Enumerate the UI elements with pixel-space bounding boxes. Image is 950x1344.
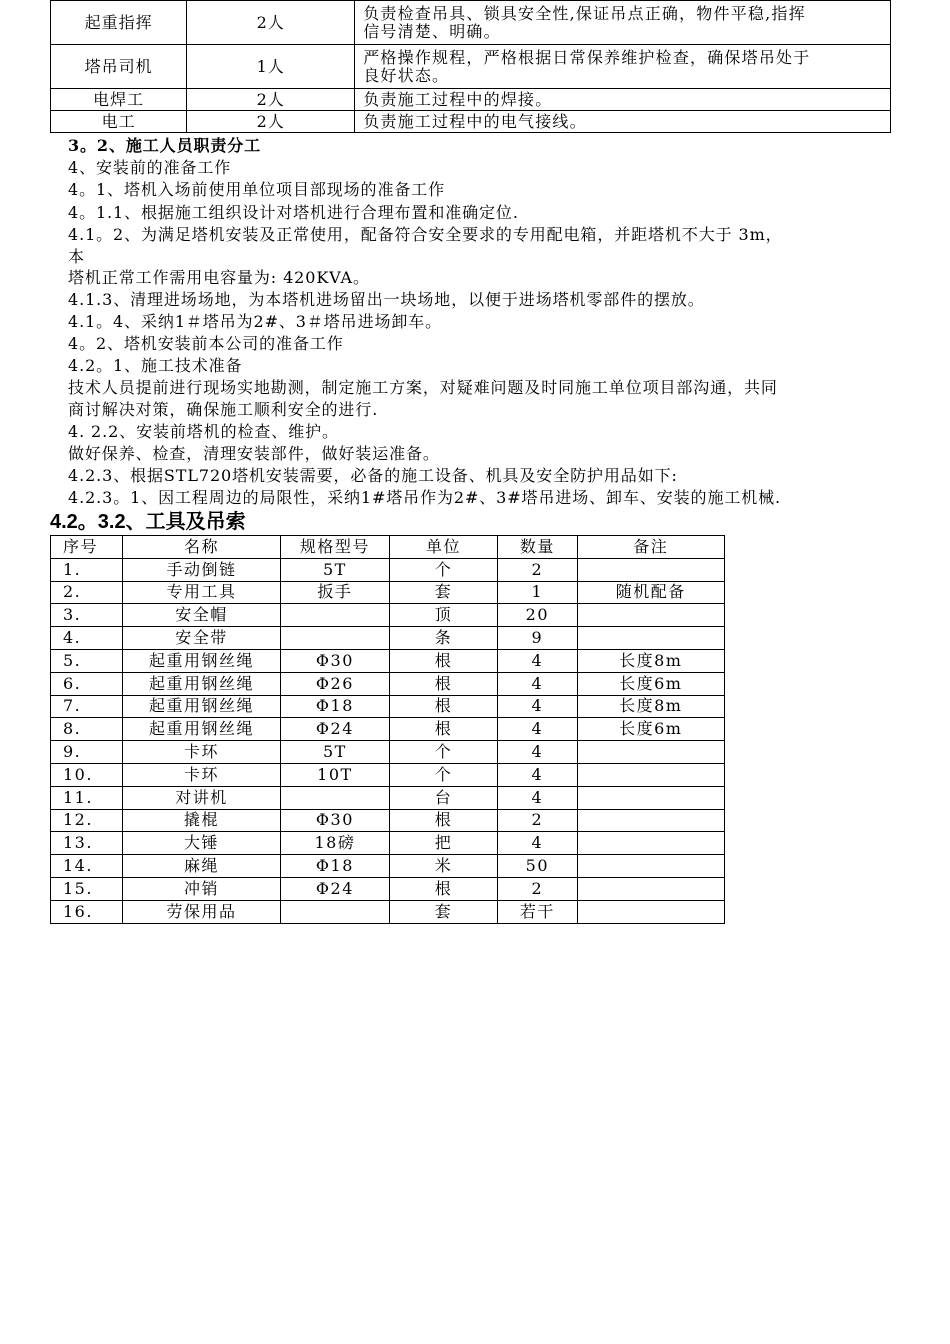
- table-row: [51, 45, 891, 89]
- table-row: [51, 604, 725, 627]
- spec-cell: [280, 627, 389, 650]
- name-cell: 起重用钢丝绳: [123, 672, 281, 695]
- name-cell: 安全帽: [123, 604, 281, 627]
- table-row: [51, 832, 725, 855]
- body-line: 4。2、塔机安装前本公司的准备工作: [68, 334, 344, 353]
- table-row: [51, 809, 725, 832]
- spec-cell: Φ30: [280, 649, 389, 672]
- role-cell: 起重指挥: [51, 1, 187, 45]
- qty-cell: 4: [498, 741, 577, 764]
- name-cell: 对讲机: [123, 786, 281, 809]
- no-cell: 15.: [51, 877, 123, 900]
- table-row: [51, 741, 725, 764]
- no-cell: 6.: [51, 672, 123, 695]
- role-cell: 塔吊司机: [51, 45, 187, 89]
- spec-cell: [280, 900, 389, 923]
- spec-cell: Φ24: [280, 877, 389, 900]
- body-line: 技术人员提前进行现场实地勘测，制定施工方案，对疑难问题及时同施工单位项目部沟通，共同: [68, 378, 778, 397]
- qty-cell: 2: [498, 558, 577, 581]
- spec-cell: 18磅: [280, 832, 389, 855]
- note-cell: [577, 763, 724, 786]
- body-line: 4。1.1、根据施工组织设计对塔机进行合理布置和准确定位.: [68, 203, 519, 222]
- table-row: [51, 763, 725, 786]
- spec-cell: Φ24: [280, 718, 389, 741]
- name-cell: 撬棍: [123, 809, 281, 832]
- unit-cell: 个: [389, 763, 497, 786]
- unit-cell: 根: [389, 718, 497, 741]
- name-cell: 专用工具: [123, 581, 281, 604]
- note-cell: [577, 832, 724, 855]
- unit-cell: 顶: [389, 604, 497, 627]
- note-cell: 长度8m: [577, 649, 724, 672]
- duty-line: 良好状态。: [363, 65, 450, 85]
- role-cell: 电焊工: [51, 89, 187, 111]
- no-cell: 9.: [51, 741, 123, 764]
- spec-cell: Φ18: [280, 855, 389, 878]
- duty-line: 信号清楚、明确。: [363, 21, 501, 41]
- table-row: [51, 855, 725, 878]
- no-cell: 2.: [51, 581, 123, 604]
- qty-cell: 2: [498, 809, 577, 832]
- qty-cell: 50: [498, 855, 577, 878]
- name-cell: 麻绳: [123, 855, 281, 878]
- unit-cell: 套: [389, 900, 497, 923]
- header-cell: 序号: [51, 536, 123, 559]
- body-line: 4.1。2、为满足塔机安装及正常使用，配备符合安全要求的专用配电箱，并距塔机不大于 3m，: [68, 225, 783, 244]
- table-header-row: [51, 536, 725, 559]
- body-line: 4.2。1、施工技术准备: [68, 356, 243, 375]
- count-cell: 2人: [187, 111, 355, 133]
- body-line: 商讨解决对策，确保施工顺利安全的进行.: [68, 400, 379, 419]
- count-cell: 2人: [187, 1, 355, 45]
- body-line: 4、安装前的准备工作: [68, 158, 232, 177]
- note-cell: [577, 627, 724, 650]
- tools-heading: 4.2。3.2、工具及吊索: [50, 511, 246, 533]
- qty-cell: 1: [498, 581, 577, 604]
- no-cell: 1.: [51, 558, 123, 581]
- no-cell: 5.: [51, 649, 123, 672]
- duty-line: 负责检查吊具、锁具安全性,保证吊点正确，物件平稳,指挥: [363, 3, 806, 23]
- qty-cell: 若干: [498, 900, 577, 923]
- spec-cell: Φ18: [280, 695, 389, 718]
- note-cell: [577, 741, 724, 764]
- name-cell: 大锤: [123, 832, 281, 855]
- table-row: [51, 695, 725, 718]
- body-line: 4。1、塔机入场前使用单位项目部现场的准备工作: [68, 180, 446, 199]
- header-cell: 规格型号: [280, 536, 389, 559]
- no-cell: 16.: [51, 900, 123, 923]
- name-cell: 起重用钢丝绳: [123, 649, 281, 672]
- unit-cell: 米: [389, 855, 497, 878]
- no-cell: 8.: [51, 718, 123, 741]
- spec-cell: Φ26: [280, 672, 389, 695]
- header-cell: 备注: [577, 536, 724, 559]
- qty-cell: 4: [498, 718, 577, 741]
- table-row: [51, 581, 725, 604]
- table-row: [51, 558, 725, 581]
- note-cell: [577, 877, 724, 900]
- duty-cell: [355, 45, 891, 89]
- qty-cell: 4: [498, 649, 577, 672]
- unit-cell: 根: [389, 809, 497, 832]
- unit-cell: 台: [389, 786, 497, 809]
- note-cell: 长度6m: [577, 672, 724, 695]
- qty-cell: 4: [498, 763, 577, 786]
- qty-cell: 9: [498, 627, 577, 650]
- note-cell: 长度6m: [577, 718, 724, 741]
- spec-cell: [280, 786, 389, 809]
- qty-cell: 4: [498, 672, 577, 695]
- qty-cell: 20: [498, 604, 577, 627]
- table-row: [51, 649, 725, 672]
- note-cell: [577, 604, 724, 627]
- duty-cell: 负责施工过程中的焊接。: [355, 89, 891, 111]
- section-title: 3。2、施工人员职责分工: [68, 136, 262, 155]
- note-cell: [577, 900, 724, 923]
- note-cell: [577, 809, 724, 832]
- body-line: 4.2.3。1、因工程周边的局限性，采纳1#塔吊作为2#、3#塔吊进场、卸车、安装的施工机械.: [68, 488, 782, 507]
- staff-duty-table: [50, 0, 891, 133]
- name-cell: 安全带: [123, 627, 281, 650]
- unit-cell: 个: [389, 558, 497, 581]
- body-line: 做好保养、检查，清理安装部件，做好装运准备。: [68, 444, 440, 463]
- spec-cell: [280, 604, 389, 627]
- table-row: [51, 111, 891, 133]
- tools-table-body: [51, 558, 725, 923]
- table-row: [51, 718, 725, 741]
- body-line: 4.2.3、根据STL720塔机安装需要，必备的施工设备、机具及安全防护用品如下:: [68, 466, 678, 485]
- note-cell: 随机配备: [577, 581, 724, 604]
- note-cell: [577, 786, 724, 809]
- header-cell: 名称: [123, 536, 281, 559]
- body-line: 4.1。4、采纳1＃塔吊为2#、3＃塔吊进场卸车。: [68, 312, 443, 331]
- duty-line: 严格操作规程，严格根据日常保养维护检查，确保塔吊处于: [363, 47, 811, 67]
- spec-cell: Φ30: [280, 809, 389, 832]
- no-cell: 3.: [51, 604, 123, 627]
- no-cell: 10.: [51, 763, 123, 786]
- no-cell: 4.: [51, 627, 123, 650]
- count-cell: 1人: [187, 45, 355, 89]
- unit-cell: 根: [389, 649, 497, 672]
- table-row: [51, 1, 891, 45]
- spec-cell: 5T: [280, 558, 389, 581]
- duty-cell: 负责施工过程中的电气接线。: [355, 111, 891, 133]
- header-cell: 单位: [389, 536, 497, 559]
- name-cell: 手动倒链: [123, 558, 281, 581]
- qty-cell: 4: [498, 695, 577, 718]
- qty-cell: 4: [498, 786, 577, 809]
- table-row: [51, 900, 725, 923]
- header-cell: 数量: [498, 536, 577, 559]
- tools-table: [50, 535, 725, 924]
- table-row: [51, 627, 725, 650]
- name-cell: 起重用钢丝绳: [123, 718, 281, 741]
- unit-cell: 根: [389, 877, 497, 900]
- body-line: 4. 2.2、安装前塔机的检查、维护。: [68, 422, 339, 441]
- name-cell: 卡环: [123, 741, 281, 764]
- name-cell: 起重用钢丝绳: [123, 695, 281, 718]
- no-cell: 11.: [51, 786, 123, 809]
- note-cell: [577, 855, 724, 878]
- unit-cell: 根: [389, 695, 497, 718]
- unit-cell: 个: [389, 741, 497, 764]
- table-row: [51, 786, 725, 809]
- body-line: 塔机正常工作需用电容量为: 420KVA。: [68, 268, 370, 287]
- body-line: 本: [68, 247, 85, 266]
- name-cell: 劳保用品: [123, 900, 281, 923]
- no-cell: 13.: [51, 832, 123, 855]
- no-cell: 14.: [51, 855, 123, 878]
- duty-cell: [355, 1, 891, 45]
- note-cell: 长度8m: [577, 695, 724, 718]
- role-cell: 电工: [51, 111, 187, 133]
- unit-cell: 根: [389, 672, 497, 695]
- name-cell: 卡环: [123, 763, 281, 786]
- count-cell: 2人: [187, 89, 355, 111]
- spec-cell: 扳手: [280, 581, 389, 604]
- unit-cell: 条: [389, 627, 497, 650]
- name-cell: 冲销: [123, 877, 281, 900]
- spec-cell: 10T: [280, 763, 389, 786]
- no-cell: 12.: [51, 809, 123, 832]
- table-row: [51, 672, 725, 695]
- qty-cell: 4: [498, 832, 577, 855]
- qty-cell: 2: [498, 877, 577, 900]
- note-cell: [577, 558, 724, 581]
- spec-cell: 5T: [280, 741, 389, 764]
- unit-cell: 把: [389, 832, 497, 855]
- no-cell: 7.: [51, 695, 123, 718]
- body-line: 4.1.3、清理进场场地，为本塔机进场留出一块场地，以便于进场塔机零部件的摆放。: [68, 290, 705, 309]
- unit-cell: 套: [389, 581, 497, 604]
- table-row: [51, 877, 725, 900]
- table-row: [51, 89, 891, 111]
